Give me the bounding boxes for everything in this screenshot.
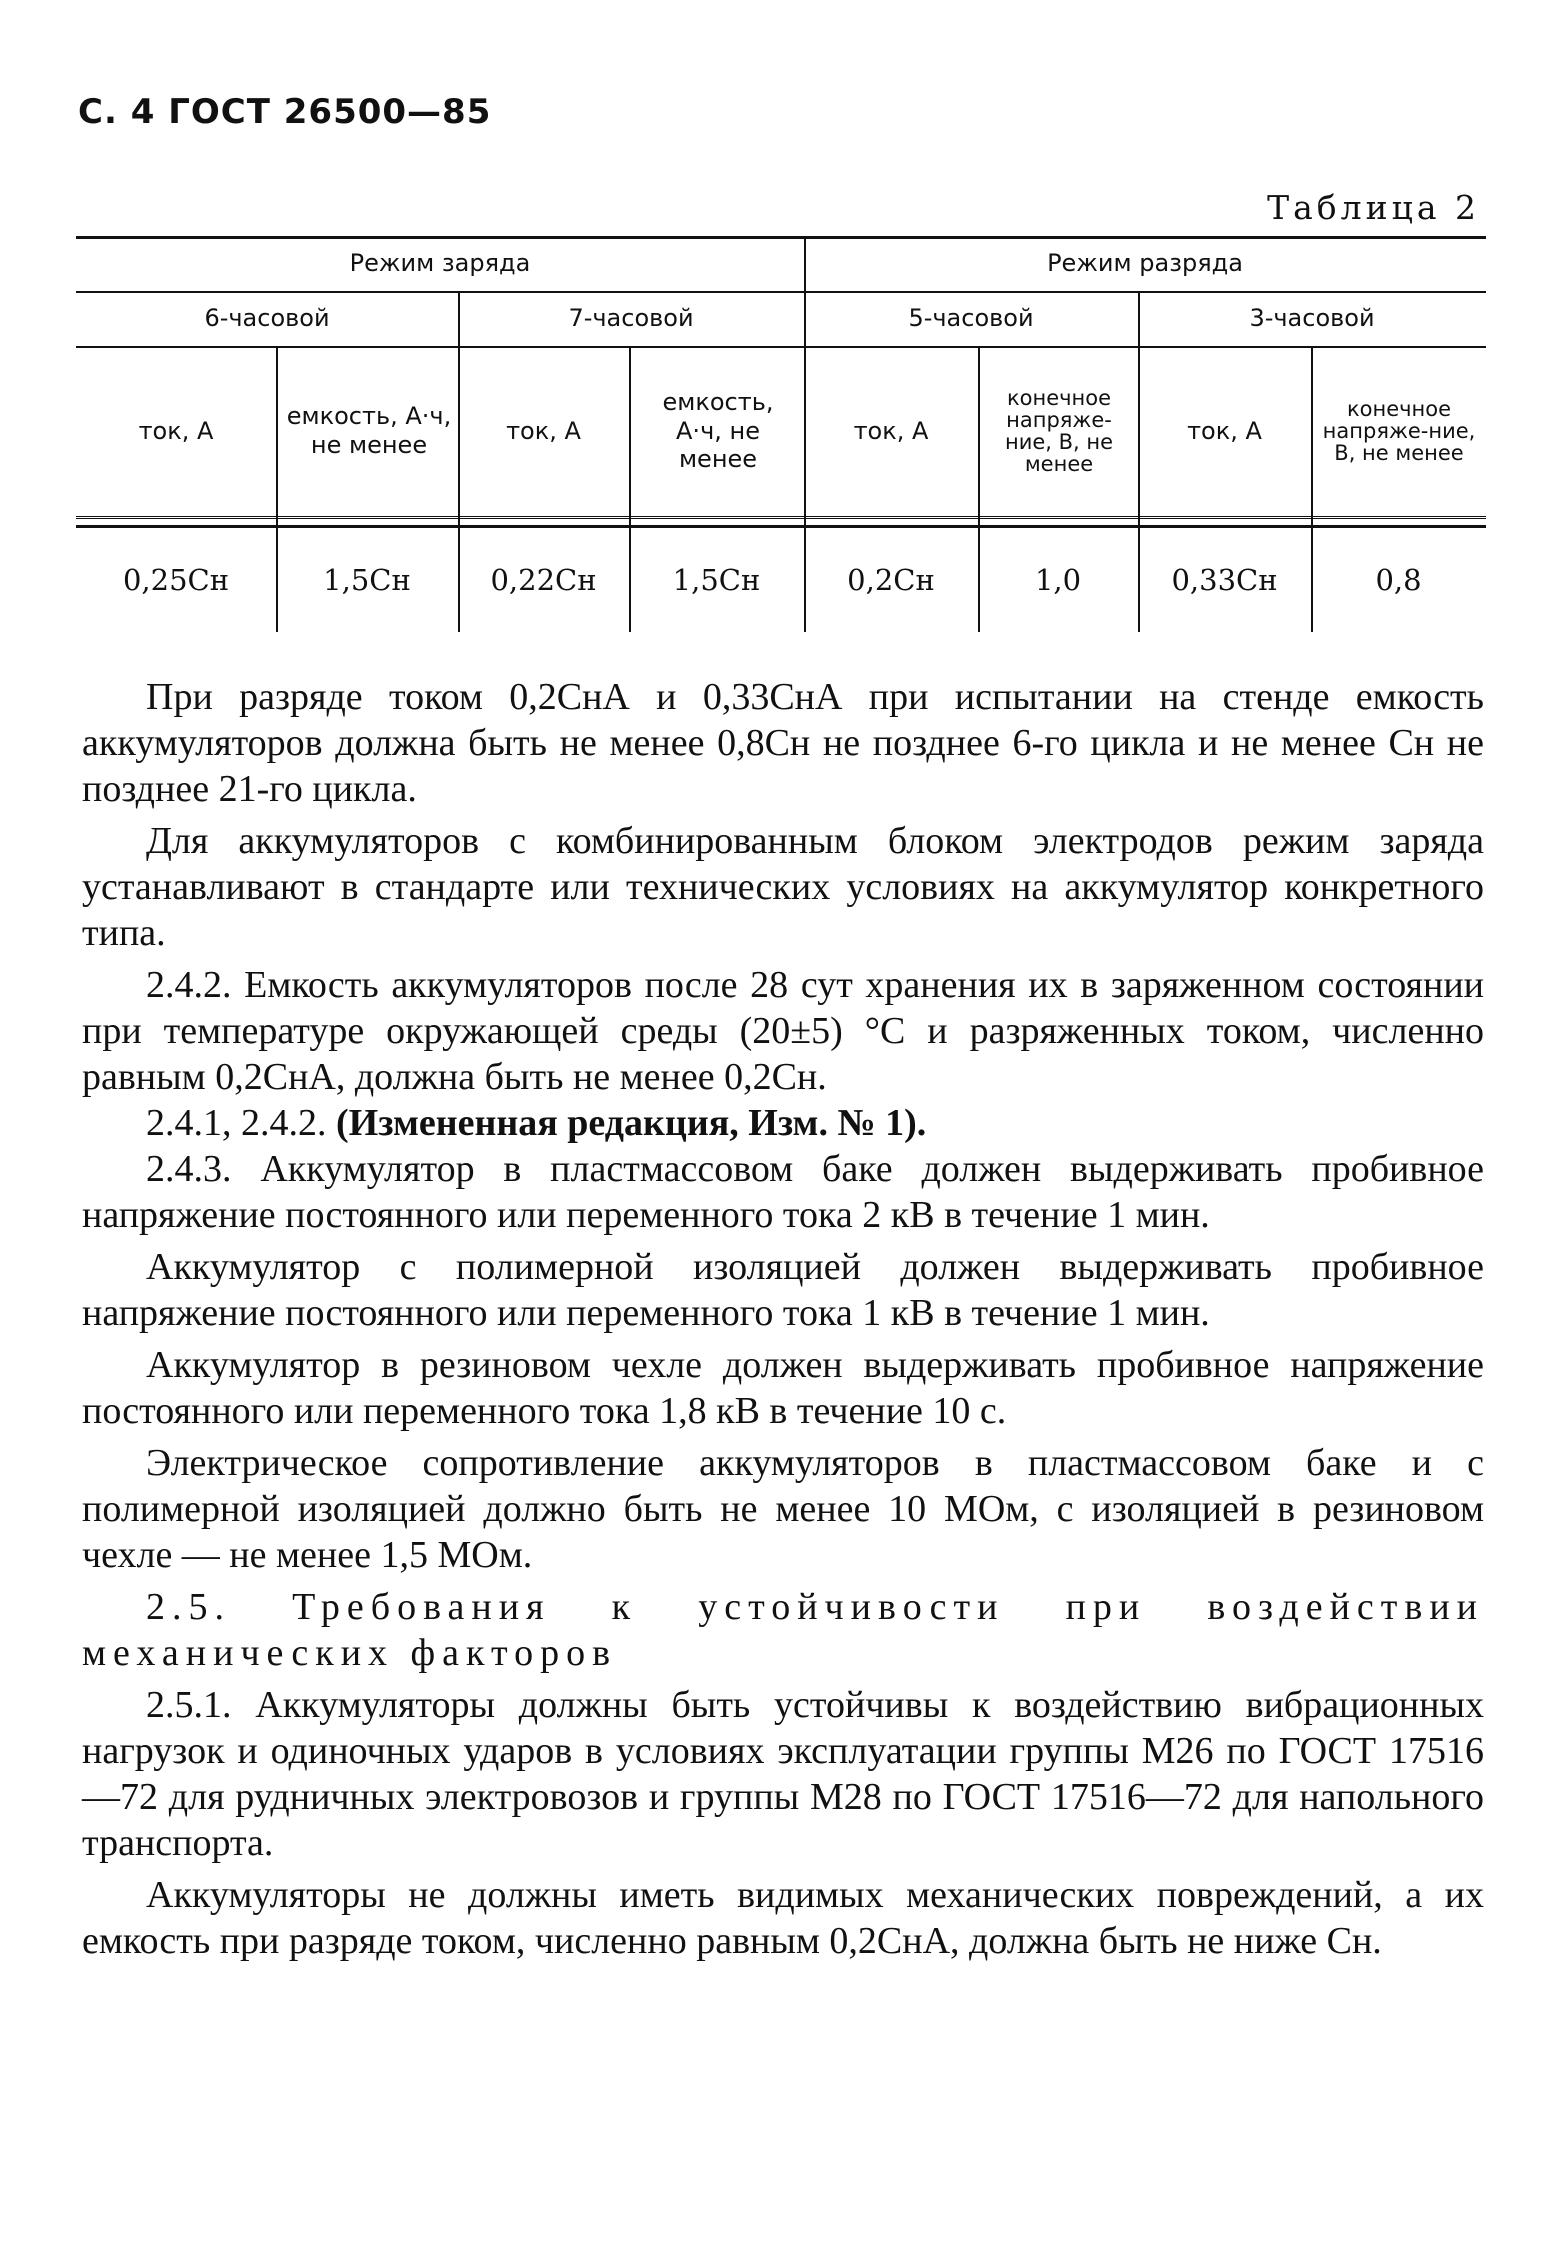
paragraph: При разряде током 0,2СнА и 0,33СнА при испытании на стенде емкость аккумуляторов должна быть не менее 0,8Сн не позднее 6-го цикла и не менее Сн не позднее 21-го цикла. xyxy=(82,676,1484,810)
running-head: С. 4 ГОСТ 26500—85 xyxy=(78,92,492,132)
amendment-note xyxy=(82,1100,1484,1146)
section-heading: 2.5. Требования к устойчивости при воздействии механических факторов xyxy=(82,1586,1484,1674)
paragraph: Аккумулятор в резиновом чехле должен выдерживать пробивное напряжение постоянного или переменного тока 1,8 кВ в течение 10 с. xyxy=(82,1344,1484,1432)
paragraph: 2.5.1. Аккумуляторы должны быть устойчивы к воздействию вибрационных нагрузок и одиночных ударов в условиях эксплуатации группы М26 по ГОСТ 17516—72 для рудничных электровозов и группы М28 по ГОСТ 17516—72 для напольного транспорта. xyxy=(82,1684,1484,1864)
table-cell: 0,33Сн xyxy=(1171,562,1278,597)
paragraph: Аккумулятор с полимерной изоляцией должен выдерживать пробивное напряжение постоянного или переменного тока 1 кВ в течение 1 мин. xyxy=(82,1246,1484,1334)
table-cell: 0,22Сн xyxy=(490,562,597,597)
data-table xyxy=(76,236,1486,632)
paragraph: 2.4.2. Емкость аккумуляторов после 28 сут хранения их в заряженном состоянии при температуре окружающей среды (20±5) °С и разряженных током, численно равным 0,2СнА, должна быть не менее 0,2Сн. xyxy=(82,964,1484,1098)
column-header: ток, А xyxy=(506,416,581,445)
mode-header: 5-часовой xyxy=(908,304,1034,333)
column-header: ток, А xyxy=(853,416,929,445)
table-cell: 1,5Сн xyxy=(323,562,411,597)
paragraph: Для аккумуляторов с комбинированным блоком электродов режим заряда устанавливают в стандарте или технических условиях на аккумулятор конкретного типа. xyxy=(82,820,1484,954)
mode-header: 7-часовой xyxy=(568,304,694,333)
table-header-rule xyxy=(76,516,1486,528)
table-cell: 0,8 xyxy=(1375,562,1422,597)
table-cell: 1,0 xyxy=(1034,562,1082,597)
table-cell: 0,2Сн xyxy=(847,562,935,597)
clause-refs: 2.4.1, 2.4.2. xyxy=(146,1102,327,1144)
column-header: конечное напряже-ние, В, не менее xyxy=(1322,396,1476,466)
amendment-label: (Измененная редакция, Изм. № 1). xyxy=(336,1102,927,1144)
paragraph: 2.4.3. Аккумулятор в пластмассовом баке должен выдерживать пробивное напряжение постоянного или переменного тока 2 кВ в течение 1 мин. xyxy=(82,1148,1484,1236)
paragraph: Электрическое сопротивление аккумуляторов в пластмассовом баке и с полимерной изоляцией должно быть не менее 10 МОм, с изоляцией в резиновом чехле — не менее 1,5 МОм. xyxy=(82,1442,1484,1576)
column-header: ток, А xyxy=(1187,416,1262,445)
column-header: емкость, А·ч, не менее xyxy=(662,387,774,474)
group-header-discharge: Режим разряда xyxy=(1047,249,1243,278)
table-cell: 1,5Сн xyxy=(672,562,761,597)
paragraph: Аккумуляторы не должны иметь видимых механических повреждений, а их емкость при разряде током, численно равным 0,2СнА, должна быть не ниже Сн. xyxy=(82,1874,1484,1962)
mode-header: 6-часовой xyxy=(204,304,330,333)
group-header-charge: Режим заряда xyxy=(349,249,531,278)
column-header: ток, А xyxy=(138,416,214,445)
table-caption: Таблица 2 xyxy=(1267,188,1480,227)
body-text xyxy=(82,674,1484,1964)
table-cell: 0,25Сн xyxy=(122,562,230,597)
mode-header: 3-часовой xyxy=(1249,304,1375,333)
column-header: конечное напряже-ние, В, не менее xyxy=(1004,385,1114,477)
column-header: емкость, А·ч, не менее xyxy=(286,402,452,459)
